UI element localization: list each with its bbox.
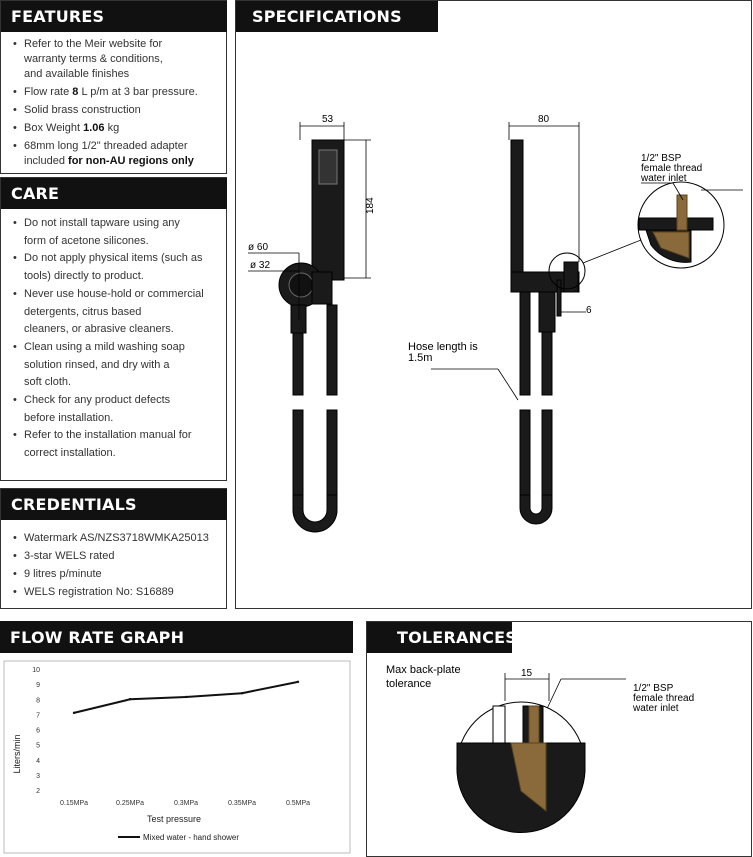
side-wall-plate: [564, 262, 578, 292]
y-tick-label: 5: [36, 742, 40, 750]
y-tick-label: 9: [36, 682, 40, 690]
care-panel: [0, 177, 227, 481]
y-tick-label: 4: [36, 757, 40, 765]
list-item: • Do not install tapware using any form of acetone silicones.: [13, 215, 220, 250]
y-tick-label: 3: [36, 772, 40, 780]
credentials-title: CREDENTIALS: [11, 495, 137, 514]
side-plate-edge: [557, 280, 561, 316]
y-tick-label: 8: [36, 697, 40, 705]
tol-bsp-line2: female thread: [633, 693, 695, 704]
holder-bracket: [312, 272, 332, 304]
hose-upper-left: [293, 333, 303, 395]
care-title: CARE: [11, 184, 60, 203]
features-header: [1, 1, 227, 32]
data-point: [129, 698, 131, 700]
hose-lower-right: [327, 410, 337, 495]
spec-bsp-line2: female thread: [641, 163, 703, 174]
x-tick-label: 0.5MPa: [285, 800, 311, 807]
side-hose-left-upper: [520, 292, 530, 395]
flow-graph-header: [0, 621, 353, 653]
tol-label-line1: Max back-plate: [386, 664, 461, 676]
credentials-list: [13, 529, 220, 601]
spec-bsp-line1: 1/2" BSP: [641, 153, 682, 164]
credentials-header: [1, 489, 227, 520]
features-panel: [0, 0, 227, 174]
tol-backplate: [493, 706, 505, 743]
side-connector: [539, 292, 555, 332]
detail-plate: [639, 218, 713, 230]
tol-bsp-line3: water inlet: [633, 703, 679, 714]
flow-graph-panel: [0, 621, 353, 857]
tol-bsp-line1: 1/2" BSP: [633, 683, 674, 694]
care-list: [13, 215, 220, 463]
front-view: [248, 122, 371, 532]
features-list: [13, 37, 220, 169]
care-header: [1, 178, 227, 209]
credentials-panel: [0, 488, 227, 609]
list-item: • Refer to the Meir website for warranty terms & conditions, and available finishes: [13, 37, 220, 82]
flow-graph-title: FLOW RATE GRAPH: [10, 627, 185, 647]
side-handpiece: [511, 140, 523, 272]
side-hose-right-upper: [542, 332, 552, 395]
list-item: • 3-star WELS rated: [13, 547, 220, 565]
dim-53: 53: [322, 114, 334, 125]
data-point: [73, 712, 75, 714]
tolerances-panel: [366, 621, 752, 857]
data-point: [185, 696, 187, 698]
tolerances-title: TOLERANCES: [397, 628, 517, 647]
handpiece-face: [319, 150, 337, 184]
list-item: • Clean using a mild washing soap solution rinsed, and dry with a soft cloth.: [13, 339, 220, 392]
x-tick-label: 0.15MPa: [59, 800, 89, 807]
y-tick-label: 10: [32, 667, 40, 674]
legend-label: Mixed water - hand shower: [143, 833, 240, 842]
tolerances-header: [367, 622, 517, 653]
hose-line2: 1.5m: [408, 352, 433, 364]
dim-15: 15: [521, 668, 533, 679]
detail-thread: [677, 195, 687, 230]
data-point: [297, 681, 299, 683]
y-axis-label: Liters/min: [12, 734, 22, 774]
x-tick-label: 0.25MPa: [115, 800, 145, 807]
side-view: [431, 122, 743, 524]
specifications-header: [236, 1, 438, 32]
chart-frame: [4, 661, 350, 853]
list-item: • Flow rate 8 L p/m at 3 bar pressure.: [13, 85, 220, 100]
spec-bsp-line3: water inlet: [641, 173, 687, 184]
list-item: • Refer to the installation manual for correct installation.: [13, 427, 220, 462]
hose-lower-left: [293, 410, 303, 495]
x-tick-label: 0.3MPa: [173, 800, 199, 807]
specifications-panel: [235, 0, 752, 609]
list-item: • Check for any product defects before installation.: [13, 392, 220, 427]
dim-80: 80: [538, 114, 550, 125]
x-axis-label: Test pressure: [146, 814, 202, 824]
list-item: • Solid brass construction: [13, 103, 220, 118]
side-hose-left-lower: [520, 410, 530, 495]
list-item: • 9 litres p/minute: [13, 565, 220, 583]
hose-loop: [293, 495, 337, 532]
flange-center: [289, 273, 313, 297]
list-item: • 68mm long 1/2" threaded adapter included for non-AU regions only: [13, 139, 220, 169]
specifications-drawing: [236, 32, 751, 607]
list-item: • Do not apply physical items (such as tools) directly to product.: [13, 250, 220, 285]
x-tick-label: 0.35MPa: [227, 800, 257, 807]
hose-connector: [291, 305, 306, 333]
flow-rate-chart: [2, 659, 354, 855]
list-item: • Never use house-hold or commercial detergents, citrus based cleaners, or abrasive cleaners.: [13, 286, 220, 339]
tolerances-drawing: [367, 653, 751, 857]
y-tick-label: 7: [36, 712, 40, 720]
hose-upper-right: [327, 305, 337, 395]
specifications-title: SPECIFICATIONS: [252, 7, 402, 26]
dim-32: ø 32: [250, 260, 271, 271]
list-item: • Watermark AS/NZS3718WMKA25013: [13, 529, 220, 547]
list-item: • WELS registration No: S16889: [13, 583, 220, 601]
list-item: • Box Weight 1.06 kg: [13, 121, 220, 136]
tol-label-line2: tolerance: [386, 678, 432, 690]
dim-184: 184: [365, 197, 376, 214]
dim-6: 6: [586, 305, 592, 316]
side-hose-right-lower: [542, 410, 552, 495]
hose-line1: Hose length is: [408, 341, 478, 353]
data-point: [241, 692, 243, 694]
y-tick-label: 6: [36, 727, 40, 735]
tol-thread: [529, 706, 539, 743]
dim-60: ø 60: [248, 242, 269, 253]
side-hose-loop: [520, 495, 552, 524]
features-title: FEATURES: [11, 7, 105, 26]
y-tick-label: 2: [36, 788, 40, 795]
